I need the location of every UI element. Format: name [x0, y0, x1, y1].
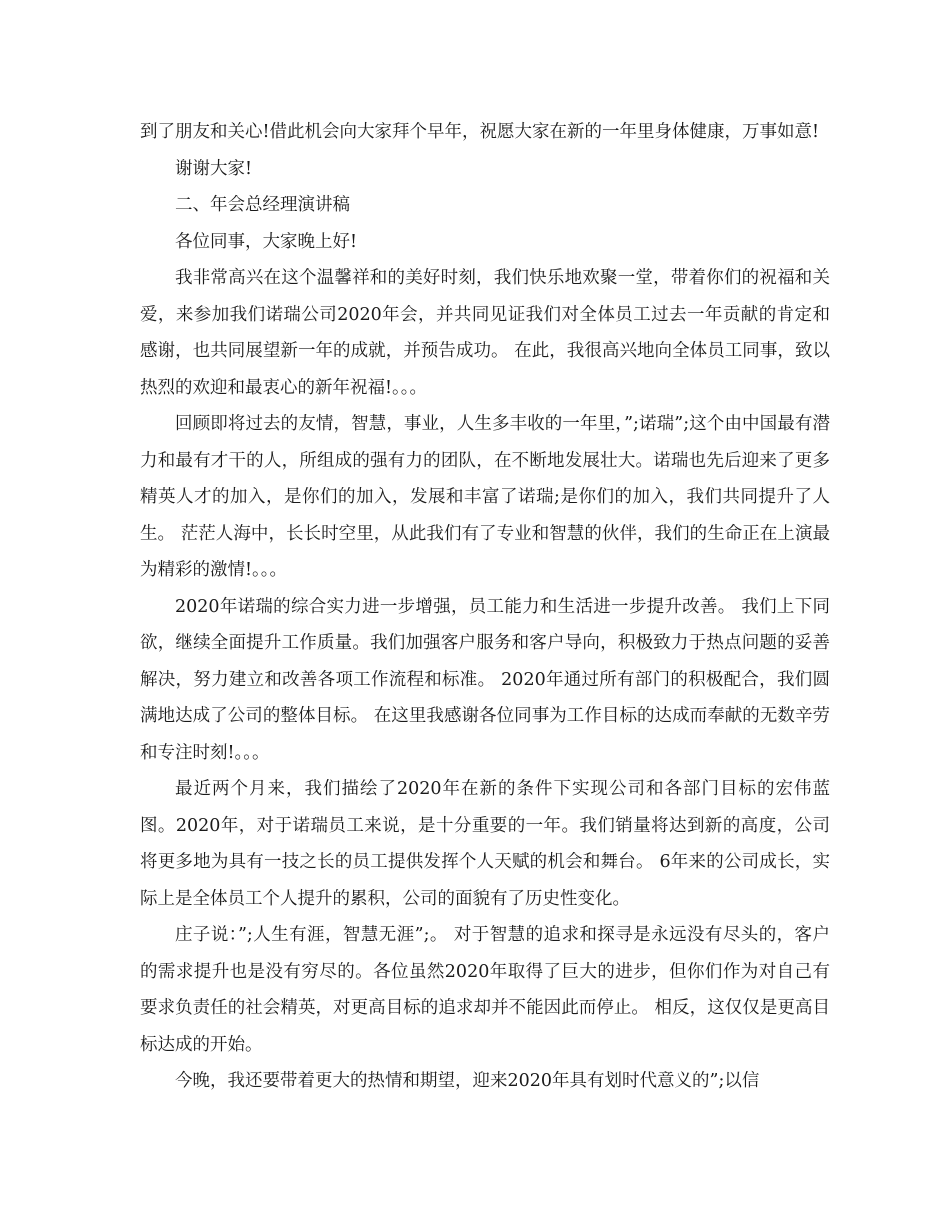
- paragraph-thanks: 谢谢大家!: [175, 158, 253, 179]
- section-heading: 二、年会总经理演讲稿: [175, 195, 350, 215]
- paragraph-salutation: 各位同事，大家晚上好!: [175, 231, 358, 252]
- paragraph-achievements: 2020年诺瑞的综合实力进一步增强，员工能力和生活进一步提升改善。 我们上下同欲，继续全面提升工作质量。我们加强客户服务和客户导向，积极致力于热点问题的妥善解决，努力建立和改善各项工作流程和标准。 2020年通过所有部门的积极配合，我们圆满地达成了公司的整体目标。 在这里我感谢各位同事为工作目标的达成而奉献的无数辛劳和专注时刻!。。。: [140, 596, 830, 763]
- paragraph-zhuangzi: 庄子说：”;人生有涯，智慧无涯”;。 对于智慧的追求和探寻是永远没有尽头的，客户的需求提升也是没有穷尽的。各位虽然2020年取得了巨大的进步，但你们作为对自己有要求负责任的社会精英，对更高目标的追求却并不能因此而停止。 相反，这仅仅是更高目标达成的开始。: [140, 925, 830, 1055]
- document-body: [140, 114, 830, 1100]
- paragraph-opening: 我非常高兴在这个温馨祥和的美好时刻，我们快乐地欢聚一堂，带着你们的祝福和关爱，来参加我们诺瑞公司2020年会，并共同见证我们对全体员工过去一年贡献的肯定和感谢，也共同展望新一年的成就，并预告成功。 在此，我很高兴地向全体员工同事，致以热烈的欢迎和最衷心的新年祝福!。。。: [140, 268, 830, 398]
- paragraph-blueprint: 最近两个月来，我们描绘了2020年在新的条件下实现公司和各部门目标的宏伟蓝图。2020年，对于诺瑞员工来说，是十分重要的一年。我们销量将达到新的高度，公司将更多地为具有一技之长的员工提供发挥个人天赋的机会和舞台。 6年来的公司成长，实际上是全体员工个人提升的累积，公司的面貌有了历史性变化。: [140, 779, 830, 909]
- paragraph-tonight: 今晚，我还要带着更大的热情和期望，迎来2020年具有划时代意义的”;以信: [175, 1071, 760, 1091]
- paragraph-continued-greeting: 到了朋友和关心!借此机会向大家拜个早年，祝愿大家在新的一年里身体健康，万事如意!: [140, 122, 820, 142]
- paragraph-review: 回顾即将过去的友情，智慧，事业，人生多丰收的一年里，”;诺瑞”;这个由中国最有潜力和最有才干的人，所组成的强有力的团队，在不断地发展壮大。诺瑞也先后迎来了更多精英人才的加入，是你们的加入，发展和丰富了诺瑞;是你们的加入，我们共同提升了人生。 茫茫人海中，长长时空里，从此我们有了专业和智慧的伙伴，我们的生命正在上演最为精彩的激情!。。。: [140, 414, 830, 580]
